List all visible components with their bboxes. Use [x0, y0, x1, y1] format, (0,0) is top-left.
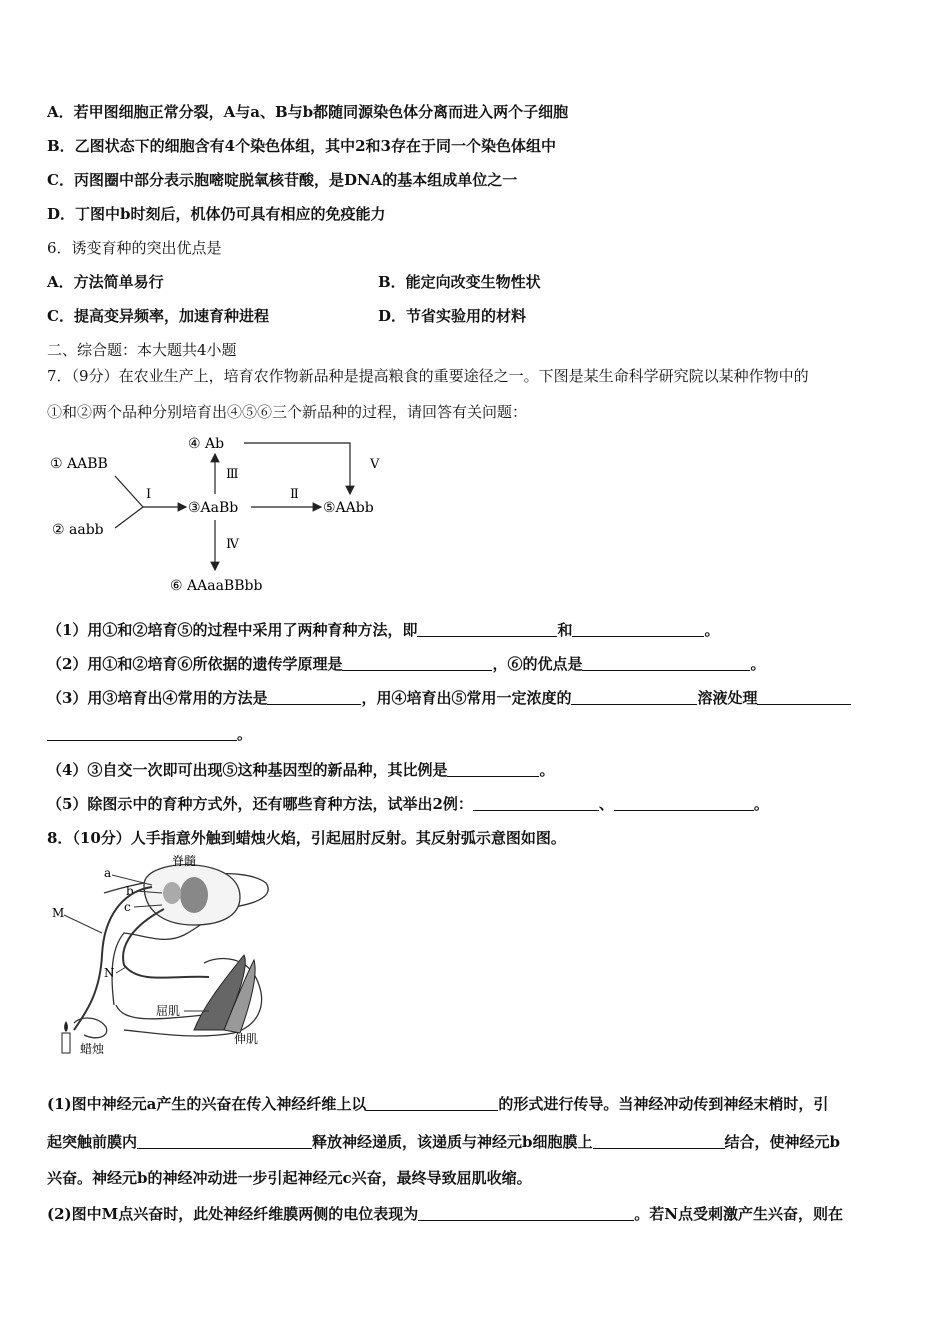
answer-blank[interactable] [47, 725, 237, 741]
neuron-c-label: c [124, 900, 131, 914]
step-4-label: Ⅳ [226, 537, 239, 552]
answer-blank[interactable] [418, 1205, 634, 1221]
section-heading: 二、综合题：本大题共4小题 [47, 341, 237, 359]
answer-blank[interactable] [447, 761, 539, 777]
answer-blank[interactable] [582, 655, 750, 671]
node-2: ② aabb [52, 522, 104, 538]
step-3-label: Ⅲ [226, 467, 239, 482]
q6-stem: 6．诱变育种的突出优点是 [47, 239, 222, 257]
q8-part-2: (2)图中M点兴奋时，此处神经纤维膜两侧的电位表现为 。若N点受刺激产生兴奋，则在 [47, 1205, 843, 1223]
pointer-line [64, 915, 102, 933]
point-m-label: M [52, 906, 65, 920]
answer-blank[interactable] [342, 655, 492, 671]
node-1: ① AABB [50, 456, 108, 472]
breeding-diagram [40, 428, 400, 598]
spinal-cord-label: 脊髓 [172, 855, 197, 868]
q8-part-1-line1: (1)图中神经元a产生的兴奋在传入神经纤维上以 的形式进行传导。当神经冲动传到神经末梢时，引 [47, 1095, 829, 1113]
step-5-label: Ⅴ [370, 457, 380, 472]
answer-blank[interactable] [614, 795, 754, 811]
pointer-line [116, 967, 126, 973]
q5-option-c: C．丙图圈中部分表示胞嘧啶脱氧核苷酸，是DNA的基本组成单位之一 [47, 171, 518, 189]
flame-icon [64, 1021, 68, 1032]
node-6: ⑥ AAaaBBbb [170, 578, 263, 594]
extensor-label: 伸肌 [234, 1032, 259, 1046]
candle-label: 蜡烛 [80, 1042, 105, 1056]
q6-option-a: A．方法简单易行 [47, 273, 164, 291]
point-n-label: N [104, 966, 115, 980]
q7-part-3-continued: 。 [47, 724, 252, 744]
answer-blank[interactable] [757, 689, 851, 705]
answer-blank[interactable] [572, 621, 704, 637]
answer-blank[interactable] [366, 1095, 498, 1111]
flexor-label: 屈肌 [156, 1004, 181, 1018]
answer-blank[interactable] [593, 1133, 725, 1149]
candle-icon [62, 1033, 70, 1053]
q6-option-b: B．能定向改变生物性状 [378, 273, 541, 291]
answer-blank[interactable] [137, 1133, 312, 1149]
q7-part-1: （1）用①和②培育⑤的过程中采用了两种育种方法，即 和 。 [47, 621, 720, 639]
node-4: ④ Ab [188, 436, 225, 452]
neuron-a-label: a [104, 866, 112, 880]
answer-blank[interactable] [417, 621, 557, 637]
cross-line-bottom [115, 507, 143, 528]
node-5: ⑤AAbb [323, 500, 374, 516]
q5-option-d: D．丁图中b时刻后，机体仍可具有相应的免疫能力 [47, 205, 386, 223]
spinal-gray-matter [180, 877, 208, 913]
spinal-gray-matter [163, 882, 181, 904]
q7-part-2: （2）用①和②培育⑥所依据的遗传学原理是 ，⑥的优点是 。 [47, 655, 766, 673]
q7-stem-line2: ①和②两个品种分别培育出④⑤⑥三个新品种的过程，请回答有关问题： [47, 403, 528, 421]
q8-stem: 8．（10分）人手指意外触到蜡烛火焰，引起屈肘反射。其反射弧示意图如图。 [47, 829, 566, 847]
answer-blank[interactable] [571, 689, 697, 705]
q7-part-4: （4）③自交一次即可出现⑤这种基因型的新品种，其比例是 。 [47, 761, 555, 779]
node-3: ③AaBb [188, 500, 239, 516]
q7-part-5: （5）除图示中的育种方式外，还有哪些育种方法，试举出2例： 、 。 [47, 795, 769, 813]
q5-option-b: B．乙图状态下的细胞含有4个染色体组，其中2和3存在于同一个染色体组中 [47, 137, 556, 155]
q6-option-d: D．节省实验用的材料 [378, 307, 527, 325]
q8-part-1-line2: 起突触前膜内 释放神经递质，该递质与神经元b细胞膜上 结合，使神经元b [47, 1133, 841, 1151]
step-2-label: Ⅱ [290, 487, 299, 502]
q6-option-c: C．提高变异频率，加速育种进程 [47, 307, 269, 325]
q7-stem-line1: 7．（9分）在农业生产上，培育农作物新品种是提高粮食的重要途径之一。下图是某生命科学研究院以某种作物中的 [47, 367, 809, 385]
reflex-arc-figure [44, 855, 284, 1060]
neuron-b-label: b [126, 884, 134, 898]
q5-option-a: A．若甲图细胞正常分裂，A与a、B与b都随同源染色体分离而进入两个子细胞 [47, 103, 569, 121]
cross-line-top [115, 476, 143, 507]
q8-part-1-line3: 兴奋。神经元b的神经冲动进一步引起神经元c兴奋，最终导致屈肌收缩。 [47, 1169, 532, 1187]
q7-part-3: （3）用③培育出④常用的方法是 ，用④培育出⑤常用一定浓度的 溶液处理 [47, 688, 851, 708]
answer-blank[interactable] [267, 689, 361, 705]
step-1-label: Ⅰ [146, 487, 152, 502]
answer-blank[interactable] [473, 795, 599, 811]
